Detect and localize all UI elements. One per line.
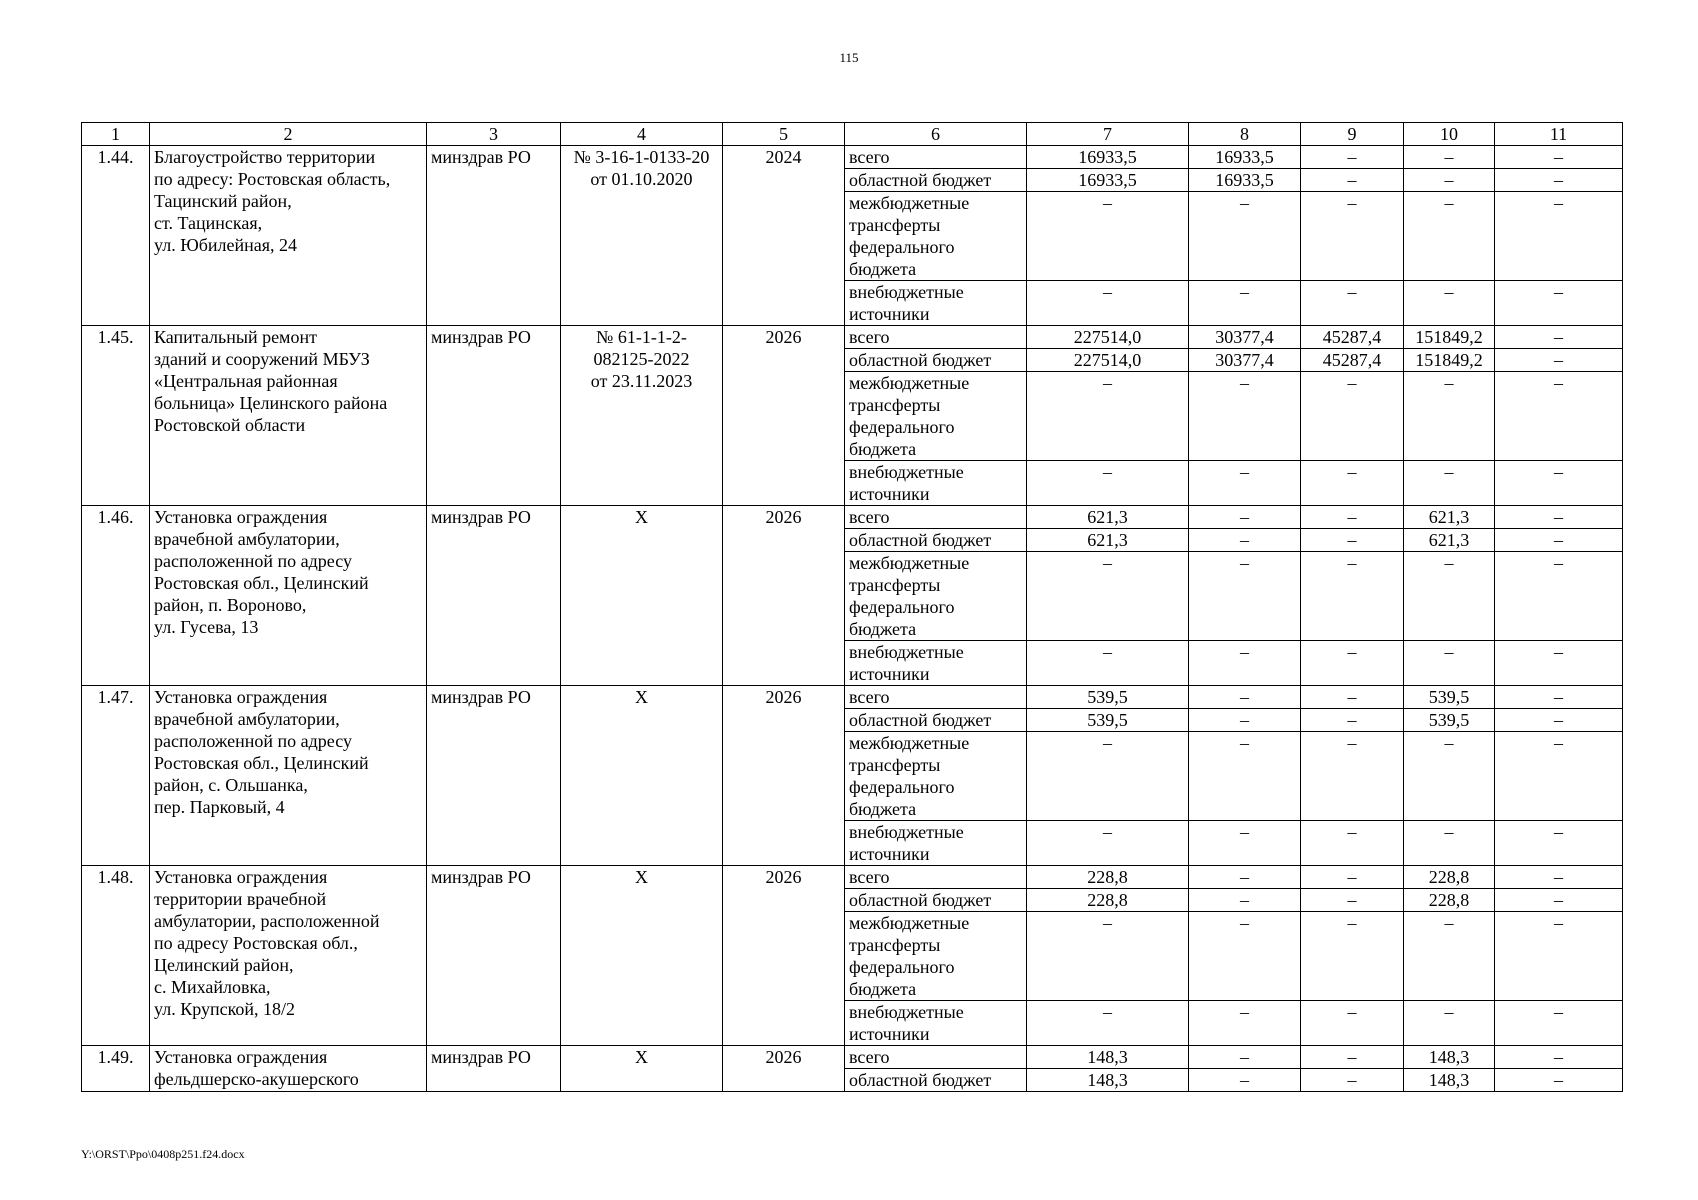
funding-value-col-7: 621,3 xyxy=(1027,506,1189,529)
funding-value-col-11: – xyxy=(1495,552,1623,641)
column-header-6: 6 xyxy=(845,123,1027,146)
funding-source xyxy=(845,349,1027,372)
funding-value-col-9: – xyxy=(1301,709,1404,732)
funding-value-col-11: – xyxy=(1495,326,1623,349)
item-name-line: больница» Целинского района xyxy=(154,393,388,413)
item-year: 2026 xyxy=(723,506,845,686)
funding-value-col-11: – xyxy=(1495,1001,1623,1046)
funding-value-col-10: – xyxy=(1404,281,1495,326)
funding-source-line: межбюджетные xyxy=(849,193,970,213)
funding-value-col-10: 151849,2 xyxy=(1404,326,1495,349)
item-document xyxy=(561,686,723,866)
item-executor: минздрав РО xyxy=(427,686,561,866)
funding-value-col-9: – xyxy=(1301,192,1404,281)
funding-value-col-9: – xyxy=(1301,281,1404,326)
item-name-line: расположенной по адресу xyxy=(154,551,352,571)
item-name-line: район, п. Вороново, xyxy=(154,595,307,615)
funding-source-line: федерального xyxy=(849,957,955,977)
table-row xyxy=(82,506,1623,529)
funding-value-col-8: – xyxy=(1189,1069,1301,1092)
funding-value-col-8: – xyxy=(1189,641,1301,686)
item-executor: минздрав РО xyxy=(427,866,561,1046)
funding-value-col-8: – xyxy=(1189,506,1301,529)
funding-value-col-11: – xyxy=(1495,641,1623,686)
funding-value-col-7: – xyxy=(1027,821,1189,866)
funding-value-col-11: – xyxy=(1495,866,1623,889)
item-name xyxy=(150,686,427,866)
item-year: 2026 xyxy=(723,686,845,866)
item-name-line: Ростовская обл., Целинский xyxy=(154,753,369,773)
item-number: 1.44. xyxy=(82,146,150,326)
funding-value-col-9: – xyxy=(1301,641,1404,686)
funding-source-line: трансферты xyxy=(849,755,941,775)
funding-source-line: внебюджетные xyxy=(849,822,964,842)
funding-value-col-8: – xyxy=(1189,1046,1301,1069)
funding-value-col-10: 539,5 xyxy=(1404,686,1495,709)
funding-source-line: всего xyxy=(849,687,890,707)
item-name xyxy=(150,506,427,686)
table-body xyxy=(82,146,1623,1092)
item-name-line: ул. Юбилейная, 24 xyxy=(154,235,297,255)
funding-value-col-11: – xyxy=(1495,732,1623,821)
funding-value-col-10: – xyxy=(1404,912,1495,1001)
funding-value-col-9: – xyxy=(1301,1069,1404,1092)
funding-value-col-8: – xyxy=(1189,686,1301,709)
footer-file-path: Y:\ORST\Ppo\0408p251.f24.docx xyxy=(81,1147,245,1161)
funding-value-col-10: 151849,2 xyxy=(1404,349,1495,372)
funding-source-line: источники xyxy=(849,844,930,864)
funding-value-col-11: – xyxy=(1495,281,1623,326)
funding-value-col-10: – xyxy=(1404,146,1495,169)
funding-source-line: внебюджетные xyxy=(849,642,964,662)
item-name-line: ст. Тацинская, xyxy=(154,213,263,233)
item-year: 2026 xyxy=(723,866,845,1046)
funding-value-col-7: – xyxy=(1027,192,1189,281)
funding-value-col-7: – xyxy=(1027,372,1189,461)
funding-source xyxy=(845,889,1027,912)
item-name-line: Капитальный ремонт xyxy=(154,327,317,347)
funding-value-col-11: – xyxy=(1495,506,1623,529)
item-document xyxy=(561,146,723,326)
item-name-line: фельдшерско-акушерского xyxy=(154,1069,359,1089)
funding-value-col-10: 621,3 xyxy=(1404,529,1495,552)
funding-value-col-8: – xyxy=(1189,372,1301,461)
funding-value-col-11: – xyxy=(1495,192,1623,281)
item-name-line: Установка ограждения xyxy=(154,1047,328,1067)
item-document-line: 082125-2022 xyxy=(593,349,690,369)
funding-value-col-8: – xyxy=(1189,529,1301,552)
item-name-line: Благоустройство территории xyxy=(154,147,376,167)
funding-value-col-11: – xyxy=(1495,889,1623,912)
funding-value-col-10: 539,5 xyxy=(1404,709,1495,732)
funding-value-col-8: – xyxy=(1189,709,1301,732)
funding-source-line: трансферты xyxy=(849,935,941,955)
column-header-8: 8 xyxy=(1189,123,1301,146)
funding-value-col-9: 45287,4 xyxy=(1301,349,1404,372)
funding-value-col-8: – xyxy=(1189,461,1301,506)
funding-value-col-9: – xyxy=(1301,866,1404,889)
item-name-line: «Центральная районная xyxy=(154,371,338,391)
item-document xyxy=(561,1046,723,1092)
funding-value-col-9: – xyxy=(1301,889,1404,912)
item-year: 2024 xyxy=(723,146,845,326)
funding-source-line: внебюджетные xyxy=(849,282,964,302)
funding-value-col-11: – xyxy=(1495,912,1623,1001)
item-name-line: ул. Крупской, 18/2 xyxy=(154,999,296,1019)
funding-value-col-9: – xyxy=(1301,461,1404,506)
funding-value-col-10: 228,8 xyxy=(1404,889,1495,912)
funding-source xyxy=(845,866,1027,889)
funding-source xyxy=(845,461,1027,506)
funding-value-col-7: – xyxy=(1027,732,1189,821)
item-document-line: от 01.10.2020 xyxy=(590,169,693,189)
funding-value-col-7: 16933,5 xyxy=(1027,146,1189,169)
item-name-line: врачебной амбулатории, xyxy=(154,709,340,729)
funding-value-col-8: – xyxy=(1189,866,1301,889)
item-name-line: по адресу Ростовская обл., xyxy=(154,933,358,953)
funding-value-col-11: – xyxy=(1495,821,1623,866)
funding-source xyxy=(845,732,1027,821)
funding-value-col-9: 45287,4 xyxy=(1301,326,1404,349)
funding-value-col-9: – xyxy=(1301,1046,1404,1069)
item-name-line: пер. Парковый, 4 xyxy=(154,797,285,817)
column-header-3: 3 xyxy=(427,123,561,146)
item-document-line: Х xyxy=(635,507,648,527)
item-document xyxy=(561,326,723,506)
funding-value-col-11: – xyxy=(1495,349,1623,372)
funding-value-col-7: 621,3 xyxy=(1027,529,1189,552)
funding-value-col-7: 227514,0 xyxy=(1027,326,1189,349)
funding-value-col-9: – xyxy=(1301,529,1404,552)
funding-source-line: бюджета xyxy=(849,979,917,999)
funding-source xyxy=(845,1046,1027,1069)
funding-value-col-11: – xyxy=(1495,529,1623,552)
funding-value-col-10: 621,3 xyxy=(1404,506,1495,529)
item-year: 2026 xyxy=(723,326,845,506)
funding-source-line: межбюджетные xyxy=(849,553,970,573)
funding-source xyxy=(845,1001,1027,1046)
funding-value-col-8: 30377,4 xyxy=(1189,326,1301,349)
funding-value-col-7: – xyxy=(1027,1001,1189,1046)
item-name-line: Установка ограждения xyxy=(154,867,328,887)
table-row xyxy=(82,686,1623,709)
funding-value-col-8: – xyxy=(1189,732,1301,821)
item-name-line: Тацинский район, xyxy=(154,191,292,211)
funding-value-col-9: – xyxy=(1301,146,1404,169)
funding-source-line: внебюджетные xyxy=(849,462,964,482)
funding-source xyxy=(845,326,1027,349)
funding-value-col-10: – xyxy=(1404,641,1495,686)
item-number: 1.49. xyxy=(82,1046,150,1092)
funding-source-line: межбюджетные xyxy=(849,913,970,933)
funding-value-col-9: – xyxy=(1301,821,1404,866)
funding-source-line: источники xyxy=(849,484,930,504)
funding-source-line: федерального xyxy=(849,237,955,257)
item-name xyxy=(150,866,427,1046)
funding-source xyxy=(845,529,1027,552)
column-header-1: 1 xyxy=(82,123,150,146)
funding-source xyxy=(845,821,1027,866)
funding-source-line: всего xyxy=(849,147,890,167)
item-name-line: по адресу: Ростовская область, xyxy=(154,169,391,189)
item-name-line: расположенной по адресу xyxy=(154,731,352,751)
funding-value-col-10: 148,3 xyxy=(1404,1069,1495,1092)
funding-value-col-7: 228,8 xyxy=(1027,889,1189,912)
funding-source xyxy=(845,506,1027,529)
funding-value-col-9: – xyxy=(1301,912,1404,1001)
funding-value-col-10: 228,8 xyxy=(1404,866,1495,889)
item-name-line: Установка ограждения xyxy=(154,507,328,527)
funding-value-col-7: 16933,5 xyxy=(1027,169,1189,192)
table-header xyxy=(82,123,1623,146)
column-header-4: 4 xyxy=(561,123,723,146)
item-name-line: зданий и сооружений МБУЗ xyxy=(154,349,370,369)
funding-value-col-11: – xyxy=(1495,372,1623,461)
funding-value-col-10: – xyxy=(1404,821,1495,866)
funding-source-line: всего xyxy=(849,327,890,347)
header-row xyxy=(82,123,1623,146)
column-header-9: 9 xyxy=(1301,123,1404,146)
column-header-2: 2 xyxy=(150,123,427,146)
funding-source xyxy=(845,686,1027,709)
funding-source xyxy=(845,281,1027,326)
funding-value-col-10: – xyxy=(1404,552,1495,641)
funding-value-col-10: 148,3 xyxy=(1404,1046,1495,1069)
funding-source-line: областной бюджет xyxy=(849,170,992,190)
funding-value-col-9: – xyxy=(1301,506,1404,529)
funding-value-col-10: – xyxy=(1404,372,1495,461)
item-executor: минздрав РО xyxy=(427,326,561,506)
item-document-line: Х xyxy=(635,1047,648,1067)
funding-source xyxy=(845,552,1027,641)
page-number: 115 xyxy=(839,50,859,65)
table-row xyxy=(82,146,1623,169)
funding-value-col-11: – xyxy=(1495,146,1623,169)
funding-value-col-8: – xyxy=(1189,552,1301,641)
item-name-line: Ростовской области xyxy=(154,415,306,435)
funding-value-col-11: – xyxy=(1495,169,1623,192)
funding-value-col-8: – xyxy=(1189,281,1301,326)
item-number: 1.48. xyxy=(82,866,150,1046)
funding-value-col-9: – xyxy=(1301,732,1404,821)
funding-source xyxy=(845,709,1027,732)
funding-source xyxy=(845,169,1027,192)
column-header-7: 7 xyxy=(1027,123,1189,146)
funding-value-col-8: – xyxy=(1189,192,1301,281)
funding-value-col-8: – xyxy=(1189,821,1301,866)
funding-source xyxy=(845,192,1027,281)
item-number: 1.45. xyxy=(82,326,150,506)
funding-value-col-7: 228,8 xyxy=(1027,866,1189,889)
column-header-10: 10 xyxy=(1404,123,1495,146)
funding-source-line: трансферты xyxy=(849,395,941,415)
funding-value-col-8: – xyxy=(1189,1001,1301,1046)
funding-source-line: федерального xyxy=(849,597,955,617)
funding-source-line: всего xyxy=(849,1047,890,1067)
funding-value-col-8: 16933,5 xyxy=(1189,146,1301,169)
funding-source-line: всего xyxy=(849,867,890,887)
funding-source-line: трансферты xyxy=(849,215,941,235)
funding-value-col-7: 148,3 xyxy=(1027,1046,1189,1069)
item-document xyxy=(561,506,723,686)
funding-source-line: бюджета xyxy=(849,619,917,639)
funding-value-col-7: 148,3 xyxy=(1027,1069,1189,1092)
funding-value-col-11: – xyxy=(1495,686,1623,709)
funding-source-line: областной бюджет xyxy=(849,710,992,730)
table-row xyxy=(82,1046,1623,1069)
funding-source-line: бюджета xyxy=(849,259,917,279)
funding-value-col-10: – xyxy=(1404,732,1495,821)
funding-value-col-7: – xyxy=(1027,281,1189,326)
funding-value-col-11: – xyxy=(1495,461,1623,506)
item-document-line: № 3-16-1-0133-20 xyxy=(573,147,710,167)
item-executor: минздрав РО xyxy=(427,506,561,686)
funding-source-line: бюджета xyxy=(849,439,917,459)
funding-source-line: межбюджетные xyxy=(849,733,970,753)
funding-value-col-7: 539,5 xyxy=(1027,686,1189,709)
item-name-line: ул. Гусева, 13 xyxy=(154,617,259,637)
funding-source-line: источники xyxy=(849,304,930,324)
funding-value-col-8: 16933,5 xyxy=(1189,169,1301,192)
funding-source-line: источники xyxy=(849,1024,930,1044)
funding-value-col-11: – xyxy=(1495,1069,1623,1092)
item-name-line: Установка ограждения xyxy=(154,687,328,707)
funding-value-col-7: – xyxy=(1027,912,1189,1001)
funding-source-line: федерального xyxy=(849,777,955,797)
funding-value-col-7: 227514,0 xyxy=(1027,349,1189,372)
funding-value-col-8: – xyxy=(1189,912,1301,1001)
item-document xyxy=(561,866,723,1046)
item-number: 1.46. xyxy=(82,506,150,686)
funding-value-col-9: – xyxy=(1301,686,1404,709)
funding-source-line: внебюджетные xyxy=(849,1002,964,1022)
item-name-line: амбулатории, расположенной xyxy=(154,911,380,931)
funding-source-line: межбюджетные xyxy=(849,373,970,393)
funding-source-line: источники xyxy=(849,664,930,684)
funding-value-col-10: – xyxy=(1404,169,1495,192)
funding-source xyxy=(845,1069,1027,1092)
funding-value-col-8: 30377,4 xyxy=(1189,349,1301,372)
funding-source xyxy=(845,146,1027,169)
item-name xyxy=(150,1046,427,1092)
item-name-line: Ростовская обл., Целинский xyxy=(154,573,369,593)
funding-source-line: бюджета xyxy=(849,799,917,819)
funding-value-col-11: – xyxy=(1495,709,1623,732)
funding-value-col-7: 539,5 xyxy=(1027,709,1189,732)
funding-value-col-9: – xyxy=(1301,169,1404,192)
budget-table xyxy=(81,122,1623,1092)
table-row xyxy=(82,326,1623,349)
funding-value-col-9: – xyxy=(1301,552,1404,641)
funding-value-col-10: – xyxy=(1404,1001,1495,1046)
funding-value-col-7: – xyxy=(1027,641,1189,686)
funding-value-col-10: – xyxy=(1404,461,1495,506)
item-name-line: район, с. Ольшанка, xyxy=(154,775,308,795)
funding-source-line: областной бюджет xyxy=(849,530,992,550)
item-executor: минздрав РО xyxy=(427,1046,561,1092)
funding-value-col-11: – xyxy=(1495,1046,1623,1069)
funding-value-col-9: – xyxy=(1301,372,1404,461)
item-name xyxy=(150,146,427,326)
item-name xyxy=(150,326,427,506)
funding-source-line: областной бюджет xyxy=(849,350,992,370)
table-row xyxy=(82,866,1623,889)
item-document-line: Х xyxy=(635,867,648,887)
funding-value-col-8: – xyxy=(1189,889,1301,912)
item-document-line: Х xyxy=(635,687,648,707)
item-name-line: территории врачебной xyxy=(154,889,327,909)
item-name-line: врачебной амбулатории, xyxy=(154,529,340,549)
funding-source-line: трансферты xyxy=(849,575,941,595)
funding-value-col-7: – xyxy=(1027,552,1189,641)
funding-value-col-7: – xyxy=(1027,461,1189,506)
item-name-line: Целинский район, xyxy=(154,955,294,975)
item-number: 1.47. xyxy=(82,686,150,866)
funding-source xyxy=(845,641,1027,686)
funding-value-col-10: – xyxy=(1404,192,1495,281)
item-document-line: № 61-1-1-2- xyxy=(596,327,687,347)
funding-source-line: областной бюджет xyxy=(849,1070,992,1090)
item-year: 2026 xyxy=(723,1046,845,1092)
column-header-5: 5 xyxy=(723,123,845,146)
funding-source-line: всего xyxy=(849,507,890,527)
funding-value-col-9: – xyxy=(1301,1001,1404,1046)
funding-source-line: федерального xyxy=(849,417,955,437)
column-header-11: 11 xyxy=(1495,123,1623,146)
item-name-line: с. Михайловка, xyxy=(154,977,271,997)
funding-source xyxy=(845,372,1027,461)
funding-source xyxy=(845,912,1027,1001)
item-document-line: от 23.11.2023 xyxy=(590,371,693,391)
item-executor: минздрав РО xyxy=(427,146,561,326)
funding-source-line: областной бюджет xyxy=(849,890,992,910)
